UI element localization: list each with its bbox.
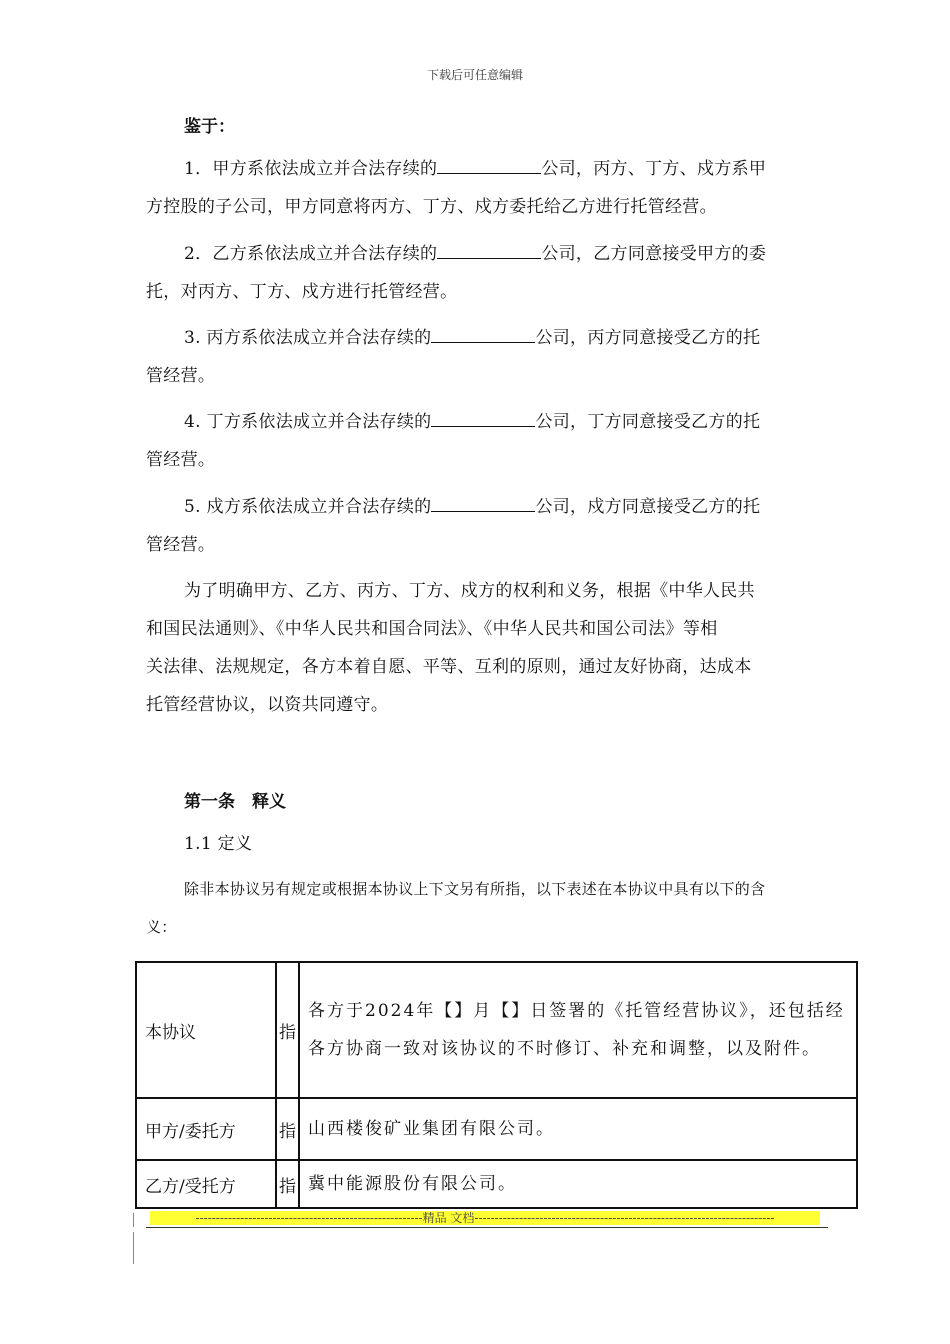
blank-line xyxy=(431,412,535,427)
page-header: 下载后可任意编辑 xyxy=(426,68,523,82)
purpose-line-1: 为了明确甲方、乙方、丙方、丁方、戍方的权利和义务，根据《中华人民共 xyxy=(184,581,755,601)
definitions-intro xyxy=(146,870,826,946)
definition-term: 乙方/受托方 xyxy=(136,1160,276,1208)
recital-item-4 xyxy=(146,403,826,479)
table-row xyxy=(136,1098,857,1160)
recital-2-pre: 2．乙方系依法成立并合法存续的 xyxy=(184,244,438,264)
definition-term: 本协议 xyxy=(136,962,276,1098)
purpose-paragraph xyxy=(146,572,826,724)
recital-item-3 xyxy=(146,319,826,395)
definitions-intro-line-1: 除非本协议另有规定或根据本协议上下文另有所指，以下表述在本协议中具有以下的含 xyxy=(184,880,766,898)
blank-line xyxy=(437,159,541,174)
table-row xyxy=(136,1160,857,1208)
recital-1-pre: 1．甲方系依法成立并合法存续的 xyxy=(184,159,438,179)
definitions-table xyxy=(135,961,858,1209)
recital-item-1 xyxy=(146,150,826,226)
page-footer: --------------------------------------------------------精品 文档-------------------------------------------------------------------------- xyxy=(150,1211,820,1225)
blank-line xyxy=(431,497,535,512)
margin-mark xyxy=(133,1232,134,1264)
recital-2-post: 公司，乙方同意接受甲方的委 xyxy=(541,244,767,264)
article-1-title: 第一条 释义 xyxy=(184,792,286,812)
recital-3-pre: 3. 丙方系依法成立并合法存续的 xyxy=(184,328,432,348)
definition-marker: 指 xyxy=(276,1098,299,1160)
definition-marker: 指 xyxy=(276,1160,299,1208)
recitals-title: 鉴于： xyxy=(184,117,235,137)
section-1-1-title: 1.1 定义 xyxy=(184,834,253,854)
blank-line xyxy=(431,328,535,343)
recital-4-pre: 4. 丁方系依法成立并合法存续的 xyxy=(184,412,432,432)
recital-item-2 xyxy=(146,235,826,311)
blank-line xyxy=(437,244,541,259)
recital-5-cont: 管经营。 xyxy=(146,535,216,555)
footer-rule xyxy=(146,1227,828,1228)
definition-term: 甲方/委托方 xyxy=(136,1098,276,1160)
definition-desc: 冀中能源股份有限公司。 xyxy=(299,1160,857,1208)
definition-desc: 各方于2024年【】月【】日签署的《托管经营协议》，还包括经各方协商一致对该协议的不时修订、补充和调整，以及附件。 xyxy=(299,962,857,1098)
recital-2-cont: 托，对丙方、丁方、戍方进行托管经营。 xyxy=(146,282,458,302)
recital-5-post: 公司，戍方同意接受乙方的托 xyxy=(535,497,761,517)
table-row xyxy=(136,962,857,1098)
definition-marker: 指 xyxy=(276,962,299,1098)
definitions-intro-line-2: 义： xyxy=(146,918,177,936)
recital-1-post: 公司，丙方、丁方、戍方系甲 xyxy=(541,159,767,179)
recital-3-cont: 管经营。 xyxy=(146,366,216,386)
recital-1-cont: 方控股的子公司，甲方同意将丙方、丁方、戍方委托给乙方进行托管经营。 xyxy=(146,197,717,217)
recital-item-5 xyxy=(146,488,826,564)
recital-4-cont: 管经营。 xyxy=(146,450,216,470)
section-1-1 xyxy=(146,825,826,863)
purpose-line-3: 关法律、法规规定，各方本着自愿、平等、互利的原则，通过友好协商，达成本 xyxy=(146,657,752,677)
recital-4-post: 公司，丁方同意接受乙方的托 xyxy=(535,412,761,432)
purpose-line-2: 和国民法通则》、《中华人民共和国合同法》、《中华人民共和国公司法》等相 xyxy=(146,619,718,639)
recital-5-pre: 5. 戍方系依法成立并合法存续的 xyxy=(184,497,432,517)
definition-desc: 山西楼俊矿业集团有限公司。 xyxy=(299,1098,857,1160)
purpose-line-4: 托管经营协议，以资共同遵守。 xyxy=(146,695,389,715)
margin-mark xyxy=(133,1213,134,1227)
recital-3-post: 公司，丙方同意接受乙方的托 xyxy=(535,328,761,348)
